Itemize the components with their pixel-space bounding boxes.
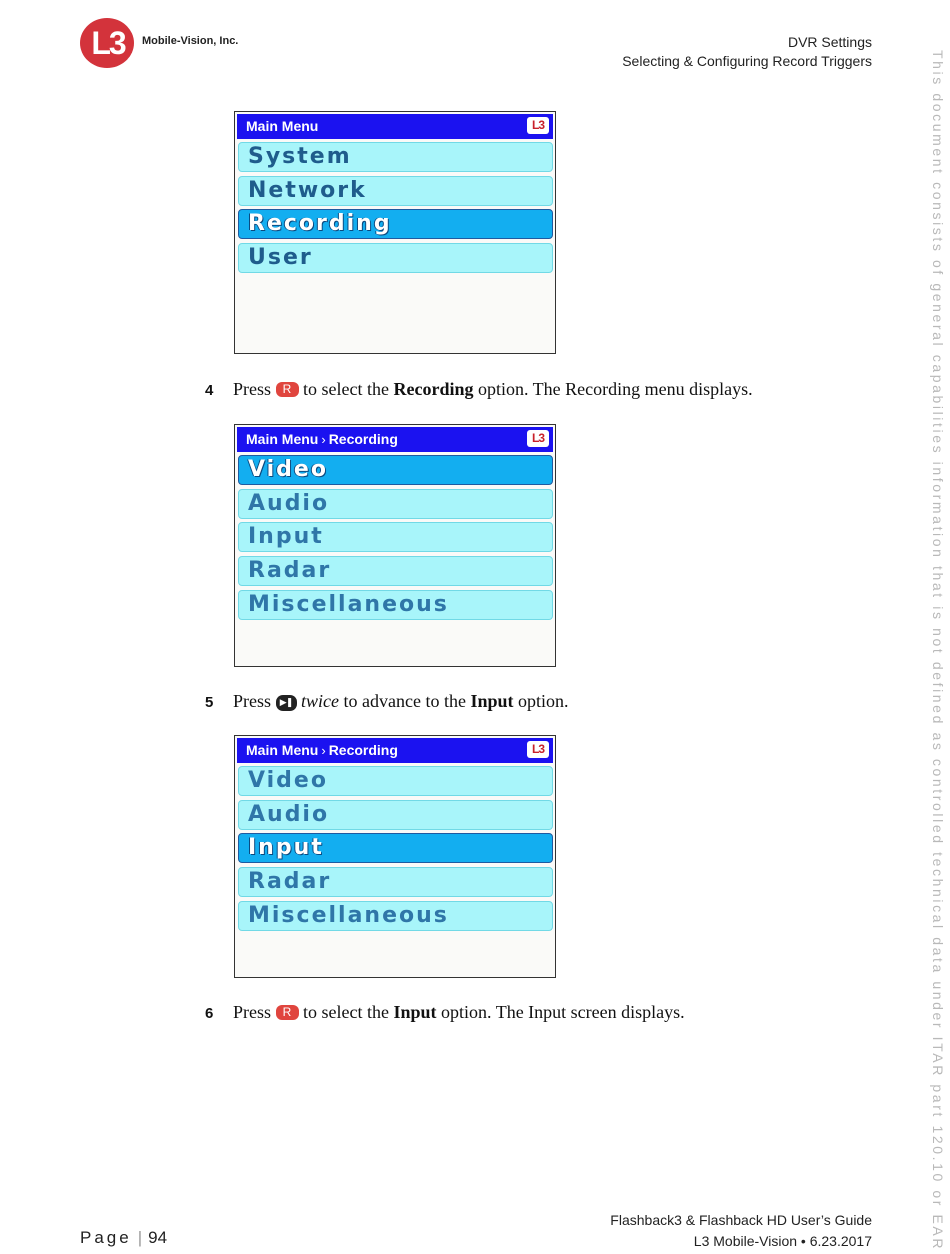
menu-item-radar[interactable]: Radar: [238, 556, 553, 586]
step-text: Press: [233, 379, 272, 399]
step-4: [205, 378, 753, 402]
menu-item-network[interactable]: Network: [238, 176, 553, 206]
running-header: [622, 33, 872, 71]
step-italic-term: twice: [301, 691, 340, 711]
play-pause-icon: ▶❚: [276, 695, 297, 711]
screen-title: Main Menu: [246, 431, 319, 447]
breadcrumb-separator: ›: [321, 743, 326, 758]
menu-item-audio[interactable]: Audio: [238, 800, 553, 830]
logo-text: L3: [91, 25, 125, 61]
menu-item-user[interactable]: User: [238, 243, 553, 273]
menu-item-miscellaneous[interactable]: Miscellaneous: [238, 590, 553, 620]
company-logo: [80, 18, 136, 68]
side-watermark: This document consists of general capabilities information that is not defined as controlled technical data under ITAR part 120.10 or EAR: [930, 50, 946, 1252]
menu-item-input[interactable]: Input: [238, 833, 553, 863]
subsection-title: Selecting & Configuring Record Triggers: [622, 53, 872, 69]
menu-item-video[interactable]: Video: [238, 455, 553, 485]
screen-title-bar: [237, 738, 553, 763]
screen-subtitle: Recording: [328, 742, 398, 758]
step-text: to select the: [303, 1002, 389, 1022]
step-bold-term: Recording: [393, 379, 474, 399]
step-6: [205, 1001, 685, 1025]
screen-title-bar: [237, 427, 553, 452]
company-date: L3 Mobile-Vision • 6.23.2017: [693, 1233, 872, 1249]
guide-title: Flashback3 & Flashback HD User’s Guide: [610, 1212, 872, 1228]
step-text: option. The Recording menu displays.: [477, 379, 753, 399]
menu-item-radar[interactable]: Radar: [238, 867, 553, 897]
step-text: option. The Input screen displays.: [441, 1002, 685, 1022]
step-text: Press: [233, 691, 272, 711]
step-5: [205, 690, 569, 714]
step-text: to advance to the: [343, 691, 466, 711]
l3-badge-icon: L3: [527, 117, 549, 134]
step-bold-term: Input: [470, 691, 514, 711]
step-text: Press: [233, 1002, 272, 1022]
screen-title: Main Menu: [246, 742, 319, 758]
l3-badge-icon: L3: [527, 741, 549, 758]
menu-item-input[interactable]: Input: [238, 522, 553, 552]
menu-item-system[interactable]: System: [238, 142, 553, 172]
l3-badge-icon: L3: [527, 430, 549, 447]
step-number: 4: [205, 382, 214, 399]
menu-item-video[interactable]: Video: [238, 766, 553, 796]
recording-menu-input-screenshot: [234, 735, 556, 978]
record-button-icon: R: [276, 1005, 299, 1020]
recording-menu-screenshot: [234, 424, 556, 667]
record-button-icon: R: [276, 382, 299, 397]
main-menu-screenshot: [234, 111, 556, 354]
step-text: option.: [518, 691, 569, 711]
menu-item-recording[interactable]: Recording: [238, 209, 553, 239]
brand-name: Mobile-Vision, Inc.: [142, 35, 239, 47]
footer-divider: |: [137, 1228, 143, 1247]
menu-item-miscellaneous[interactable]: Miscellaneous: [238, 901, 553, 931]
screen-title-bar: [237, 114, 553, 139]
screen-title: Main Menu: [246, 118, 319, 134]
page-number: 94: [148, 1228, 168, 1247]
step-number: 5: [205, 694, 214, 711]
page-number-footer: [80, 1228, 167, 1248]
breadcrumb-separator: ›: [321, 432, 326, 447]
page-label: Page: [80, 1228, 132, 1247]
menu-item-audio[interactable]: Audio: [238, 489, 553, 519]
footer-info: [610, 1210, 872, 1252]
step-text: to select the: [303, 379, 389, 399]
section-title: DVR Settings: [787, 34, 872, 50]
step-bold-term: Input: [393, 1002, 437, 1022]
screen-subtitle: Recording: [328, 431, 398, 447]
step-number: 6: [205, 1005, 214, 1022]
